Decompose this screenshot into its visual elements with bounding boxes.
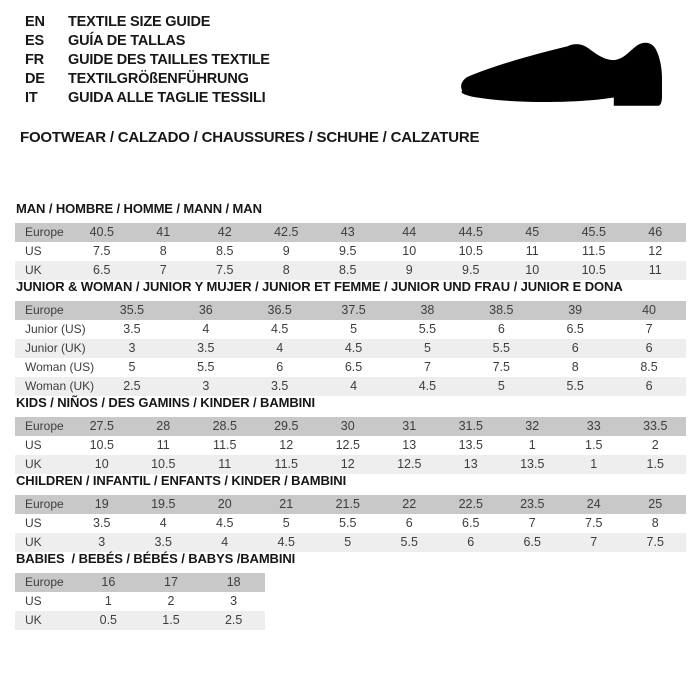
size-cell: 11 xyxy=(156,438,170,452)
size-cell: 8 xyxy=(282,263,290,277)
size-cell: 5.5 xyxy=(492,341,510,355)
row-label: Europe xyxy=(25,419,64,433)
table-row xyxy=(15,533,686,552)
size-cell: 24 xyxy=(586,497,601,511)
size-cell: 6.5 xyxy=(93,263,111,277)
size-cell: 39 xyxy=(568,303,583,317)
size-cell: 19.5 xyxy=(151,497,176,511)
size-cell: 2 xyxy=(651,438,659,452)
size-cell: 6 xyxy=(571,341,579,355)
size-cell: 12 xyxy=(340,457,355,471)
size-cell: 5 xyxy=(344,535,352,549)
size-cell: 4.5 xyxy=(270,322,289,336)
size-table-section-babies xyxy=(15,552,686,630)
size-cell: 13.5 xyxy=(458,438,483,452)
size-cell: 11.5 xyxy=(213,438,237,452)
size-cell: 11 xyxy=(648,263,662,277)
table-title: JUNIOR & WOMAN / JUNIOR Y MUJER / JUNIOR ET FEMME / JUNIOR UND FRAU / JUNIOR E DONA xyxy=(16,279,623,294)
size-cell: 6.5 xyxy=(566,322,584,336)
row-label: Woman (US) xyxy=(25,360,95,374)
size-table-section-man xyxy=(15,202,686,280)
size-cell: 32 xyxy=(525,419,540,433)
size-cell: 22.5 xyxy=(458,497,483,511)
size-cell: 7 xyxy=(645,322,653,336)
table-row xyxy=(15,417,686,436)
language-row-es xyxy=(25,32,270,51)
size-cell: 6 xyxy=(276,360,284,374)
language-title-list xyxy=(25,13,270,108)
size-cell: 1 xyxy=(528,438,536,452)
size-cell: 4 xyxy=(221,535,229,549)
size-cell: 5 xyxy=(423,341,431,355)
table-row xyxy=(15,573,265,592)
row-label: UK xyxy=(25,613,42,627)
row-label: US xyxy=(25,594,42,608)
size-cell: 44 xyxy=(402,225,417,239)
size-cell: 21.5 xyxy=(335,497,360,511)
size-cell: 3 xyxy=(128,341,136,355)
table-row xyxy=(15,592,265,611)
size-cell: 8 xyxy=(159,244,167,258)
size-cell: 3.5 xyxy=(123,322,141,336)
table-row xyxy=(15,261,686,280)
size-table-babies xyxy=(15,573,265,630)
size-cell: 0.5 xyxy=(99,613,118,627)
size-cell: 10.5 xyxy=(151,457,176,471)
language-code: ES xyxy=(25,33,44,49)
size-cell: 40 xyxy=(642,303,657,317)
size-cell: 6 xyxy=(467,535,475,549)
size-cell: 4.5 xyxy=(418,379,437,393)
size-cell: 11 xyxy=(525,244,539,258)
size-cell: 1 xyxy=(104,594,112,608)
size-cell: 28 xyxy=(156,419,171,433)
language-code: EN xyxy=(25,14,45,30)
size-cell: 3.5 xyxy=(154,535,172,549)
language-row-it xyxy=(25,89,270,108)
size-table-kids xyxy=(15,417,686,474)
size-cell: 2 xyxy=(167,594,175,608)
size-cell: 10 xyxy=(525,263,540,277)
size-cell: 7 xyxy=(590,535,598,549)
size-cell: 2.5 xyxy=(224,613,243,627)
size-cell: 18 xyxy=(226,575,241,589)
size-cell: 5 xyxy=(350,322,358,336)
size-cell: 3.5 xyxy=(93,516,111,530)
size-cell: 36 xyxy=(198,303,213,317)
language-title: GUIDE DES TAILLES TEXTILE xyxy=(68,52,270,68)
size-cell: 29.5 xyxy=(274,419,299,433)
size-table-junior-woman xyxy=(15,301,686,396)
size-cell: 19 xyxy=(94,497,109,511)
size-table-section-kids xyxy=(15,396,686,474)
size-cell: 5 xyxy=(497,379,505,393)
size-cell: 41 xyxy=(156,225,171,239)
table-row xyxy=(15,358,686,377)
language-title: TEXTILE SIZE GUIDE xyxy=(68,14,211,30)
size-cell: 9.5 xyxy=(339,244,357,258)
size-cell: 43 xyxy=(340,225,355,239)
size-cell: 38.5 xyxy=(489,303,514,317)
size-cell: 33.5 xyxy=(643,419,668,433)
size-cell: 13 xyxy=(463,457,478,471)
size-cell: 3.5 xyxy=(197,341,215,355)
size-cell: 3.5 xyxy=(270,379,289,393)
size-cell: 4.5 xyxy=(277,535,295,549)
size-cell: 10.5 xyxy=(89,438,114,452)
size-cell: 40.5 xyxy=(89,225,114,239)
size-cell: 46 xyxy=(648,225,663,239)
size-cell: 8.5 xyxy=(216,244,234,258)
size-table-section-children xyxy=(15,474,686,552)
size-cell: 38 xyxy=(420,303,435,317)
table-row xyxy=(15,495,686,514)
size-cell: 5.5 xyxy=(566,379,584,393)
language-title: GUÍA DE TALLAS xyxy=(68,33,186,49)
table-title: KIDS / NIÑOS / DES GAMINS / KINDER / BAMBINI xyxy=(16,395,315,410)
size-cell: 13.5 xyxy=(520,457,545,471)
size-cell: 23.5 xyxy=(520,497,545,511)
size-cell: 8.5 xyxy=(339,263,357,277)
size-cell: 27.5 xyxy=(89,419,114,433)
size-cell: 6 xyxy=(405,516,413,530)
size-cell: 7.5 xyxy=(93,244,111,258)
size-cell: 11 xyxy=(218,457,232,471)
size-cell: 5.5 xyxy=(339,516,357,530)
language-code: DE xyxy=(25,71,45,87)
size-cell: 30 xyxy=(340,419,355,433)
size-cell: 9 xyxy=(282,244,290,258)
size-cell: 42 xyxy=(217,225,232,239)
size-cell: 6.5 xyxy=(523,535,541,549)
size-cell: 3 xyxy=(202,379,210,393)
table-row xyxy=(15,223,686,242)
language-title: GUIDA ALLE TAGLIE TESSILI xyxy=(68,90,266,106)
table-title: BABIES / BEBÉS / BÉBÉS / BABYS /BAMBINI xyxy=(16,551,296,566)
size-cell: 12 xyxy=(648,244,663,258)
language-row-fr xyxy=(25,51,270,70)
size-cell: 4 xyxy=(350,379,358,393)
row-label: Europe xyxy=(25,497,64,511)
size-cell: 7 xyxy=(159,263,167,277)
size-cell: 3 xyxy=(230,594,238,608)
size-cell: 35.5 xyxy=(119,303,145,317)
table-row xyxy=(15,455,686,474)
size-cell: 6 xyxy=(645,379,653,393)
table-row xyxy=(15,514,686,533)
size-cell: 4 xyxy=(159,516,167,530)
size-cell: 9 xyxy=(405,263,413,277)
size-cell: 4.5 xyxy=(216,516,234,530)
size-cell: 6.5 xyxy=(462,516,480,530)
size-cell: 12 xyxy=(279,438,294,452)
size-table-man xyxy=(15,223,686,280)
size-cell: 7 xyxy=(423,360,431,374)
size-cell: 10 xyxy=(94,457,109,471)
size-cell: 5.5 xyxy=(197,360,215,374)
language-title: TEXTILGRÖßENFÜHRUNG xyxy=(68,71,249,87)
size-cell: 17 xyxy=(164,575,178,589)
size-cell: 45 xyxy=(525,225,540,239)
size-cell: 3 xyxy=(98,535,106,549)
language-code: FR xyxy=(25,52,44,68)
size-cell: 9.5 xyxy=(462,263,480,277)
size-cell: 11.5 xyxy=(582,244,606,258)
table-title: MAN / HOMBRE / HOMME / MANN / MAN xyxy=(16,201,262,216)
row-label: Woman (UK) xyxy=(25,379,95,393)
size-cell: 25 xyxy=(648,497,663,511)
size-cell: 1.5 xyxy=(162,613,180,627)
size-cell: 6.5 xyxy=(344,360,363,374)
row-label: US xyxy=(25,438,42,452)
size-cell: 28.5 xyxy=(212,419,237,433)
size-cell: 7.5 xyxy=(646,535,664,549)
size-cell: 22 xyxy=(402,497,417,511)
size-cell: 7.5 xyxy=(585,516,603,530)
row-label: Europe xyxy=(25,225,64,239)
row-label: Europe xyxy=(25,575,64,589)
row-label: Europe xyxy=(25,303,64,317)
size-cell: 31.5 xyxy=(458,419,483,433)
size-cell: 5.5 xyxy=(418,322,437,336)
size-cell: 5 xyxy=(282,516,290,530)
footwear-section-title: FOOTWEAR / CALZADO / CHAUSSURES / SCHUHE / CALZATURE xyxy=(20,129,480,146)
table-row xyxy=(15,436,686,455)
size-table-children xyxy=(15,495,686,552)
size-cell: 4 xyxy=(202,322,210,336)
size-cell: 6 xyxy=(497,322,505,336)
size-cell: 31 xyxy=(402,419,417,433)
size-cell: 8 xyxy=(571,360,579,374)
size-cell: 4.5 xyxy=(344,341,363,355)
size-cell: 45.5 xyxy=(581,225,606,239)
size-cell: 13 xyxy=(402,438,417,452)
size-cell: 7.5 xyxy=(492,360,510,374)
size-cell: 5 xyxy=(128,360,136,374)
size-cell: 8.5 xyxy=(640,360,658,374)
row-label: Junior (US) xyxy=(25,322,86,336)
table-row xyxy=(15,242,686,261)
size-cell: 36.5 xyxy=(267,303,292,317)
table-row xyxy=(15,339,686,358)
size-cell: 8 xyxy=(651,516,659,530)
size-cell: 1 xyxy=(590,457,598,471)
table-row xyxy=(15,377,686,396)
size-cell: 5.5 xyxy=(400,535,418,549)
size-cell: 7.5 xyxy=(216,263,234,277)
table-row xyxy=(15,320,686,339)
row-label: Junior (UK) xyxy=(25,341,86,355)
language-code: IT xyxy=(25,90,38,106)
language-row-en xyxy=(25,13,270,32)
size-cell: 20 xyxy=(217,497,232,511)
size-cell: 21 xyxy=(279,497,294,511)
size-table-section-junior-woman xyxy=(15,280,686,396)
size-cell: 6 xyxy=(645,341,653,355)
size-cell: 42.5 xyxy=(274,225,299,239)
size-cell: 7 xyxy=(528,516,536,530)
size-cell: 1.5 xyxy=(585,438,603,452)
size-cell: 16 xyxy=(101,575,116,589)
size-cell: 2.5 xyxy=(123,379,141,393)
dress-shoe-icon xyxy=(458,38,663,112)
table-row xyxy=(15,611,265,630)
size-cell: 33 xyxy=(586,419,601,433)
size-cell: 4 xyxy=(276,341,284,355)
size-cell: 1.5 xyxy=(646,457,664,471)
row-label: US xyxy=(25,244,42,258)
size-tables xyxy=(15,202,686,630)
row-label: US xyxy=(25,516,42,530)
size-cell: 11.5 xyxy=(274,457,298,471)
row-label: UK xyxy=(25,535,42,549)
size-cell: 12.5 xyxy=(335,438,360,452)
table-title: CHILDREN / INFANTIL / ENFANTS / KINDER / BAMBINI xyxy=(16,473,347,488)
size-cell: 37.5 xyxy=(341,303,366,317)
row-label: UK xyxy=(25,263,42,277)
size-cell: 12.5 xyxy=(397,457,422,471)
language-row-de xyxy=(25,70,270,89)
size-cell: 44.5 xyxy=(458,225,483,239)
size-cell: 10.5 xyxy=(581,263,606,277)
row-label: UK xyxy=(25,457,42,471)
size-cell: 10 xyxy=(402,244,417,258)
table-row xyxy=(15,301,686,320)
size-cell: 10.5 xyxy=(458,244,483,258)
